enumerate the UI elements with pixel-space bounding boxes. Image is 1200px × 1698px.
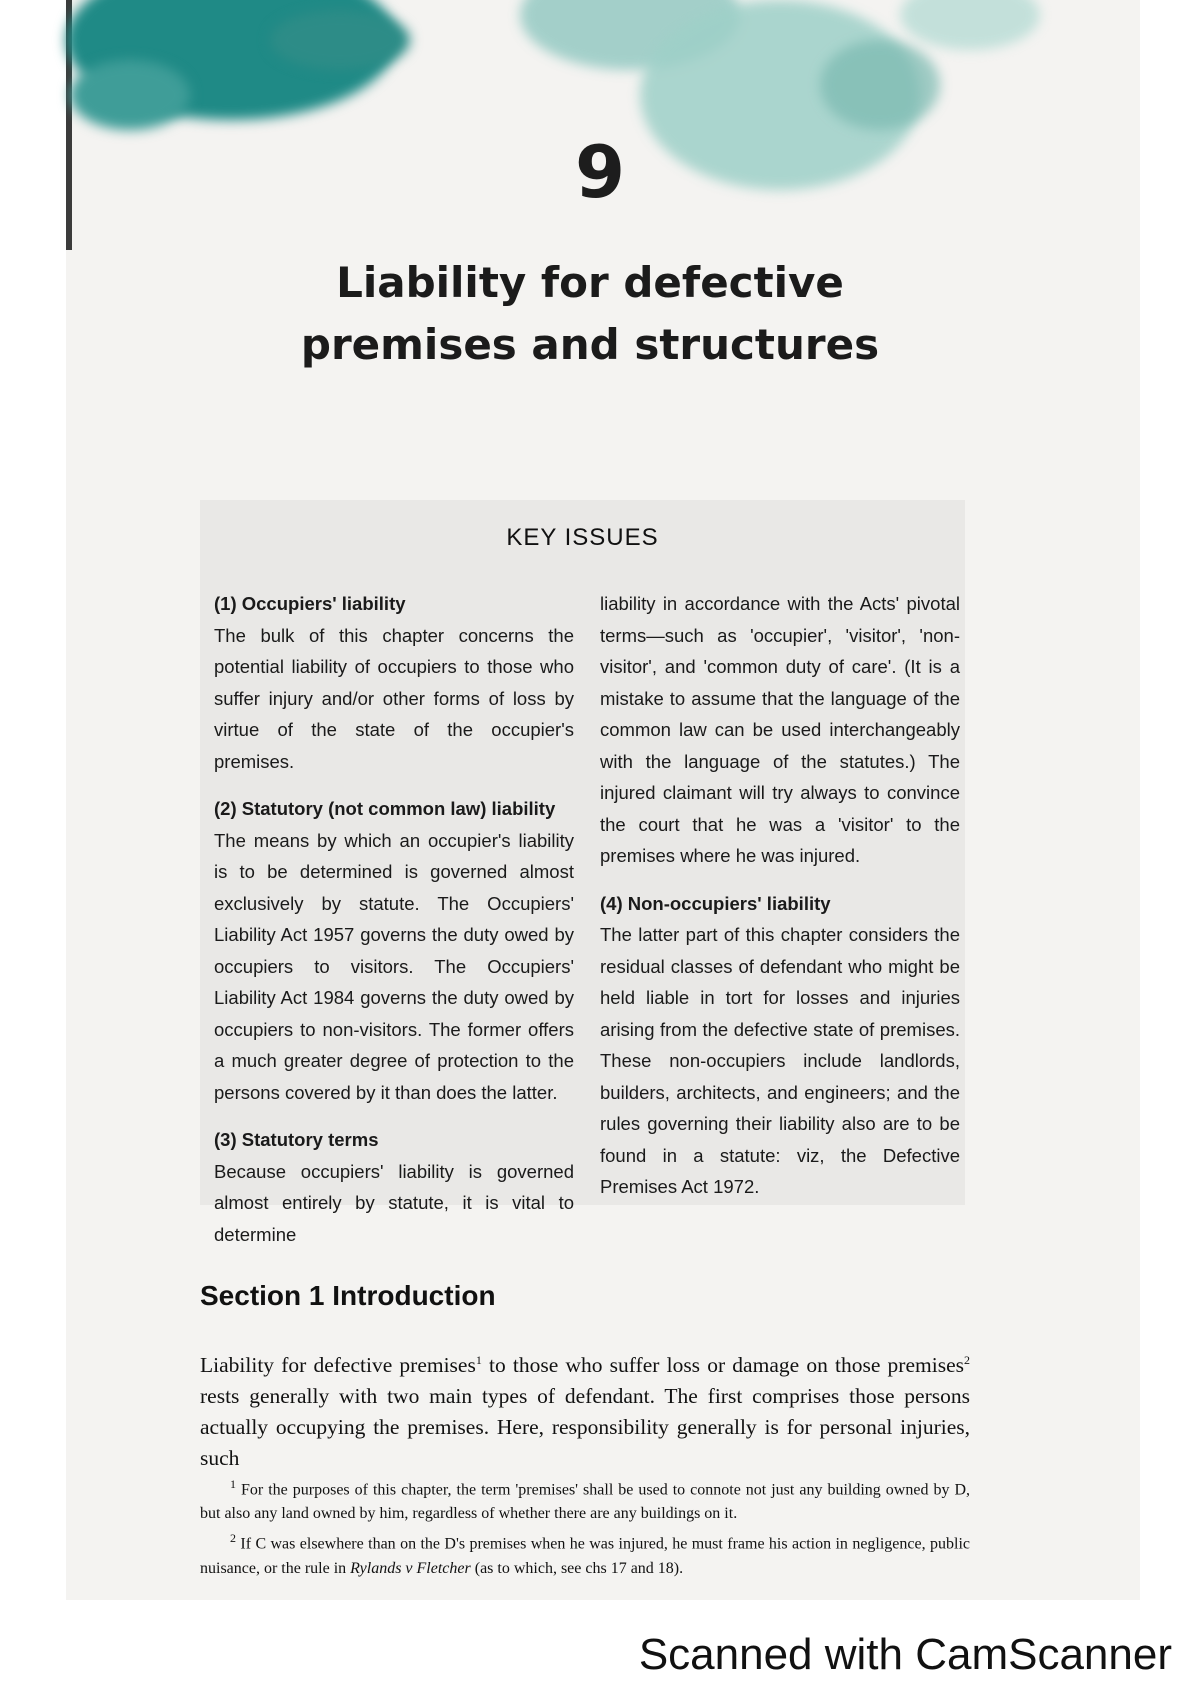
key-issue-body: The latter part of this chapter considers the residual classes of defendant who might be held liable in tort for losses and injuries arising from the defective state of premises. These non-occupiers include landlords, builders, architects, and engineers; and the rules governing their liability also are to be found in a statute: viz, the Defective Premises Act 1972. <box>600 924 960 1197</box>
key-issue-heading: (1) Occupiers' liability <box>214 593 406 614</box>
footnote-marker: 1 <box>230 1477 236 1491</box>
section-heading: Section 1 Introduction <box>200 1280 496 1311</box>
footnote-1 <box>200 1472 970 1526</box>
intro-text: to those who suffer loss or damage on those premises <box>481 1353 964 1378</box>
chapter-title: Liability for defective premises and structures <box>300 258 880 369</box>
footnote-2 <box>200 1526 970 1580</box>
key-issue-body-continued: liability in accordance with the Acts' pivotal terms—such as 'occupier', 'visitor', 'non-visitor', and 'common duty of care'. (It is a mistake to assume that the language of the common law can be used interchangeably with the language of the statutes.) The injured claimant will try always to convince the court that he was a 'visitor' to the premises where he was injured. <box>600 593 960 866</box>
key-issue-heading: (3) Statutory terms <box>214 1129 379 1150</box>
intro-text: Liability for defective premises <box>200 1353 476 1378</box>
key-issues-left-column <box>214 588 574 1250</box>
footnote-text: For the purposes of this chapter, the term 'premises' shall be used to connote not just any building owned by D, but also any land owned by him, regardless of whether there are any buildings on it. <box>200 1481 970 1523</box>
key-issue-heading: (2) Statutory (not common law) liability <box>214 798 556 819</box>
key-issues-title: KEY ISSUES <box>506 524 659 551</box>
key-issue-body: Because occupiers' liability is governed almost entirely by statute, it is vital to determine <box>214 1160 574 1245</box>
key-issues-right-column <box>600 588 960 1203</box>
key-issue-body: The bulk of this chapter concerns the potential liability of occupiers to those who suffer injury and/or other forms of loss by virtue of the state of the occupier's premises. <box>214 624 574 772</box>
key-issue-heading: (4) Non-occupiers' liability <box>600 892 831 914</box>
chapter-number: 9 <box>574 130 626 214</box>
footnote-marker: 2 <box>230 1531 236 1546</box>
footnote-ref: 2 <box>964 1353 970 1367</box>
key-issues-box <box>200 500 965 1245</box>
intro-text: rests generally with two main types of defendant. The first comprises those persons actually occupying the premises. Here, responsibility generally is for personal injuries, such <box>200 1384 970 1471</box>
footnote-ref: 1 <box>475 1353 482 1367</box>
camscanner-watermark: Scanned with CamScanner <box>638 1630 1172 1679</box>
footnotes <box>200 1472 970 1581</box>
intro-paragraph <box>200 1345 970 1474</box>
footnote-text: If C was elsewhere than on the D's premises when he was injured, he must frame his action in negligence, public nuisance, or the rule in <box>200 1535 970 1577</box>
key-issue-body: The means by which an occupier's liability is to be determined is governed almost exclusively by statute. The Occupiers' Liability Act 1957 governs the duty owed by occupiers to visitors. The Occupiers' Liability Act 1984 governs the duty owed by occupiers to non-visitors. The former offers a much greater degree of protection to the persons covered by it than does the latter. <box>214 829 574 1103</box>
case-name: Rylands v Fletcher <box>350 1559 471 1577</box>
footnote-text: (as to which, see chs 17 and 18). <box>470 1559 684 1577</box>
